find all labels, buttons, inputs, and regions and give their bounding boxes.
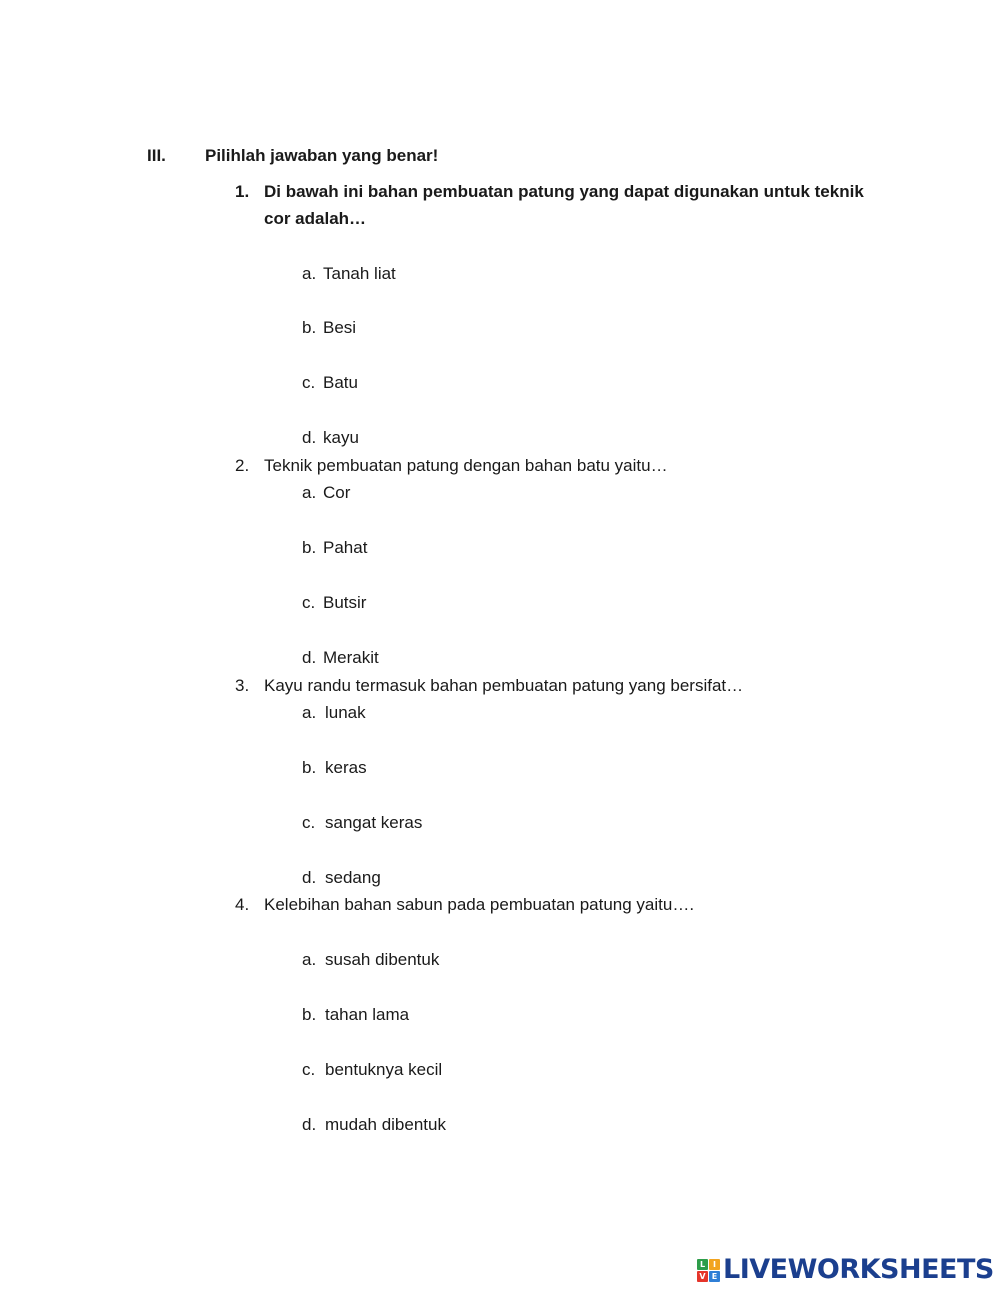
logo-tile: I xyxy=(709,1259,720,1270)
option-text: Merakit xyxy=(323,648,379,667)
option-letter: c. xyxy=(302,813,316,832)
option-text: bentuknya kecil xyxy=(325,1060,443,1079)
option-text: Batu xyxy=(323,373,358,392)
section-number: III. xyxy=(147,146,166,165)
option-text: sedang xyxy=(325,868,381,887)
question-number: 2. xyxy=(235,456,250,475)
option-text: tahan lama xyxy=(325,1005,410,1024)
question-text: Teknik pembuatan patung dengan bahan batu yaitu… xyxy=(264,456,668,475)
option-text: lunak xyxy=(325,703,366,722)
option-letter: b. xyxy=(302,758,317,777)
option-letter: c. xyxy=(302,1060,316,1079)
option-text: sangat keras xyxy=(325,813,423,832)
option-text: Butsir xyxy=(323,593,367,612)
option-letter: a. xyxy=(302,950,317,969)
option-text: susah dibentuk xyxy=(325,950,440,969)
option-text: keras xyxy=(325,758,367,777)
question-text: Kelebihan bahan sabun pada pembuatan patung yaitu…. xyxy=(264,895,695,914)
question-number: 1. xyxy=(235,182,250,201)
option-letter: d. xyxy=(302,1115,317,1134)
option-letter: c. xyxy=(302,373,316,392)
option-text: Cor xyxy=(323,483,351,502)
question-text: Di bawah ini bahan pembuatan patung yang dapat digunakan untuk teknik xyxy=(264,182,864,201)
option-letter: b. xyxy=(302,538,317,557)
logo-text: LIVEWORKSHEETS xyxy=(723,1254,994,1285)
option-letter: b. xyxy=(302,1005,317,1024)
question-text-continued: cor adalah… xyxy=(264,209,367,228)
option-text: Tanah liat xyxy=(323,264,396,283)
logo-tiles-icon xyxy=(697,1259,720,1282)
option-letter: d. xyxy=(302,868,317,887)
option-letter: c. xyxy=(302,593,316,612)
logo-tile: L xyxy=(697,1259,708,1270)
option-letter: a. xyxy=(302,703,317,722)
option-text: kayu xyxy=(323,428,359,447)
option-text: mudah dibentuk xyxy=(325,1115,446,1134)
question-number: 4. xyxy=(235,895,250,914)
section-instruction: Pilihlah jawaban yang benar! xyxy=(205,146,439,165)
logo-tile: V xyxy=(697,1271,708,1282)
liveworksheets-logo xyxy=(697,1255,994,1285)
logo-tile: E xyxy=(709,1271,720,1282)
option-text: Pahat xyxy=(323,538,368,557)
option-letter: d. xyxy=(302,428,317,447)
option-letter: b. xyxy=(302,318,317,337)
option-letter: a. xyxy=(302,264,317,283)
question-text: Kayu randu termasuk bahan pembuatan patung yang bersifat… xyxy=(264,676,744,695)
question-number: 3. xyxy=(235,676,250,695)
option-letter: d. xyxy=(302,648,317,667)
option-letter: a. xyxy=(302,483,317,502)
option-text: Besi xyxy=(323,318,357,337)
